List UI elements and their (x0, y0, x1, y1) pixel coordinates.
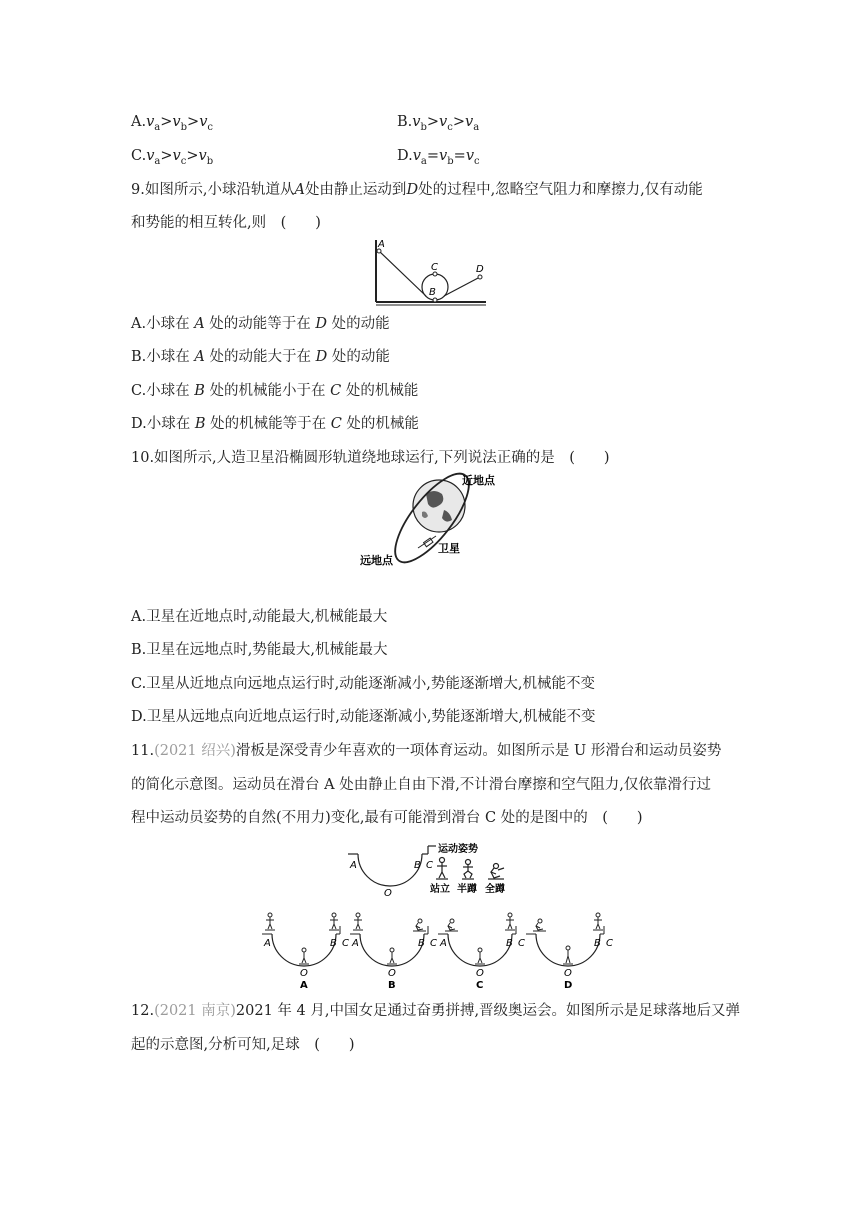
q8-option-d: $D.v_a=v_b=v_c$ (397, 148, 480, 167)
q11-label-half: 半蹲 (457, 884, 477, 895)
q11-label-c: C (426, 860, 433, 871)
earth-globe (413, 480, 465, 532)
svg-text:C: C (430, 938, 437, 949)
q11-pose-title: 运动姿势 (438, 844, 478, 855)
q9-stem-line2: 和势能的相互转化,则 ( ) (131, 215, 321, 231)
pose-full-squat-icon (488, 864, 504, 880)
svg-text:B: B (418, 938, 425, 949)
q9-option-c: C.小球在 B 处的机械能小于在 C 处的机械能 (131, 383, 419, 399)
q8-option-c: $C.v_a>v_c>v_b$ (131, 148, 214, 167)
q9-label-a: A (378, 239, 385, 250)
q9-option-b: B.小球在 A 处的动能大于在 D 处的动能 (131, 349, 390, 365)
svg-text:O: O (388, 968, 396, 979)
q10-stem: 10.如图所示,人造卫星沿椭圆形轨道绕地球运行,下列说法正确的是 ( ) (131, 450, 610, 466)
choice-a-diagram (262, 913, 349, 991)
q8-option-b: $B.v_b>v_c>v_a$ (397, 114, 480, 133)
q11-stem-line3: 程中运动员姿势的自然(不用力)变化,最有可能滑到滑台 C 处的是图中的 ( ) (131, 810, 643, 826)
svg-text:O: O (300, 968, 308, 979)
choice-a-label: A (300, 980, 308, 991)
choice-c-diagram (438, 913, 525, 991)
choice-d-label: D (564, 980, 573, 991)
svg-text:B: B (330, 938, 337, 949)
svg-text:C: C (518, 938, 525, 949)
q11-choices-figure (256, 908, 616, 992)
q12-source: (2021 南京) (154, 1003, 236, 1019)
q10-orbit-figure (356, 470, 516, 570)
q11-stem-line1: 11.(2021 绍兴)滑板是深受青少年喜欢的一项体育运动。如图所示是 U 形滑台和运动员姿势 (131, 743, 722, 759)
svg-text:O: O (476, 968, 484, 979)
q9-option-d: D.小球在 B 处的机械能等于在 C 处的机械能 (131, 416, 419, 432)
choice-b-label: B (388, 980, 396, 991)
svg-text:A: A (264, 938, 271, 949)
q11-label-o: O (384, 888, 392, 899)
q9-label-c: C (431, 262, 438, 273)
q11-stem-line2: 的简化示意图。运动员在滑台 A 处由静止自由下滑,不计滑台摩擦和空气阻力,仅依靠滑行过 (131, 777, 711, 793)
svg-text:O: O (564, 968, 572, 979)
q9-label-b: B (429, 287, 436, 298)
q10-option-c: C.卫星从近地点向远地点运行时,动能逐渐减小,势能逐渐增大,机械能不变 (131, 676, 596, 692)
choice-b-diagram (350, 913, 437, 991)
svg-text:B: B (506, 938, 513, 949)
q12-stem-line1: 12.(2021 南京)2021 年 4 月,中国女足通过奋勇拼搏,晋级奥运会。如图所示是足球落地后又弹 (131, 1003, 741, 1019)
q10-option-a: A.卫星在近地点时,动能最大,机械能最大 (131, 609, 388, 625)
q9-stem-line1: 9.如图所示,小球沿轨道从A处由静止运动到D处的过程中,忽略空气阻力和摩擦力,仅有动能 (131, 182, 703, 198)
q11-halfpipe-figure (344, 838, 524, 902)
svg-text:C: C (342, 938, 349, 949)
q11-label-a: A (350, 860, 357, 871)
q11-source: (2021 绍兴) (154, 743, 236, 759)
q10-label-satellite: 卫星 (438, 542, 460, 555)
pose-stand-icon (436, 858, 448, 880)
svg-text:C: C (606, 938, 613, 949)
q11-label-stand: 站立 (430, 884, 450, 895)
q9-label-d: D (476, 264, 484, 275)
svg-text:A: A (352, 938, 359, 949)
choice-d-diagram (526, 913, 613, 991)
q10-option-d: D.卫星从远地点向近地点运行时,动能逐渐减小,势能逐渐增大,机械能不变 (131, 709, 596, 725)
q9-track-figure (368, 236, 490, 308)
q9-option-a: A.小球在 A 处的动能等于在 D 处的动能 (131, 316, 390, 332)
svg-text:B: B (594, 938, 601, 949)
choice-c-label: C (476, 980, 484, 991)
q11-label-full: 全蹲 (485, 884, 505, 895)
q10-label-apogee: 远地点 (360, 554, 393, 567)
q8-option-a: $A.v_a>v_b>v_c$ (131, 114, 213, 133)
q10-label-perigee: 近地点 (462, 474, 495, 487)
svg-text:A: A (440, 938, 447, 949)
q10-option-b: B.卫星在远地点时,势能最大,机械能最大 (131, 642, 388, 658)
q12-stem-line2: 起的示意图,分析可知,足球 ( ) (131, 1037, 355, 1053)
pose-half-squat-icon (462, 860, 474, 880)
q11-label-b: B (414, 860, 421, 871)
